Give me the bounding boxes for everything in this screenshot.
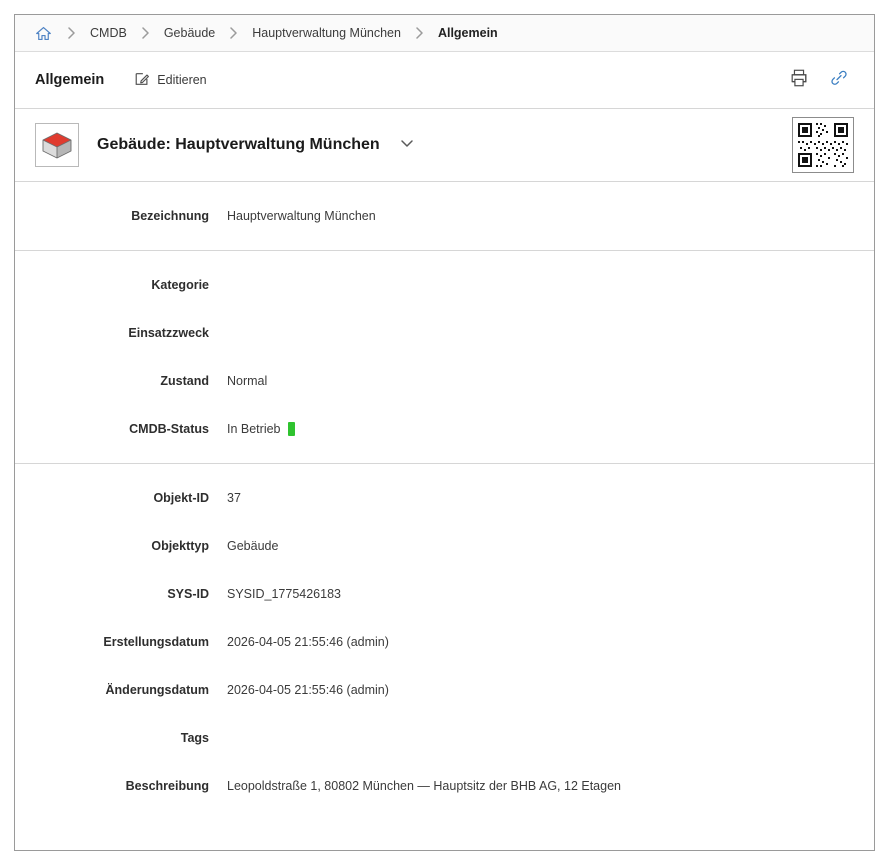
field-value-text: In Betrieb — [227, 422, 281, 436]
field-row-aenderungsdatum — [15, 666, 874, 714]
breadcrumb-item-gebaeude[interactable]: Gebäude — [163, 26, 216, 40]
field-value — [227, 474, 874, 522]
link-chain-icon — [829, 68, 849, 93]
field-label: Erstellungsdatum — [103, 635, 209, 649]
breadcrumb-separator — [219, 27, 248, 39]
detail-body — [15, 182, 874, 850]
edit-button-label: Editieren — [157, 73, 207, 87]
field-value — [227, 405, 874, 453]
group-spacer — [15, 810, 874, 820]
edit-pencil-icon — [134, 71, 150, 90]
field-value-text: Leopoldstraße 1, 80802 München — Hauptsitz der BHB AG, 12 Etagen — [227, 779, 621, 793]
toolbar — [15, 52, 874, 109]
breadcrumb-separator — [131, 27, 160, 39]
detail-group-2 — [15, 251, 874, 464]
breadcrumb-item-cmdb[interactable]: CMDB — [90, 26, 127, 40]
group-spacer — [15, 182, 874, 192]
field-row-erstellungsdatum — [15, 618, 874, 666]
field-value-text: 2026-04-05 21:55:46 (admin) — [227, 683, 389, 697]
field-value-text: 37 — [227, 491, 241, 505]
field-label: Beschreibung — [125, 779, 209, 793]
content-frame — [14, 14, 875, 851]
group-spacer — [15, 453, 874, 463]
field-value — [227, 192, 874, 240]
field-value-text: Gebäude — [227, 539, 279, 553]
field-value — [227, 618, 874, 666]
breadcrumb-item-hauptverwaltung-muenchen[interactable]: Hauptverwaltung München — [252, 26, 401, 40]
group-spacer — [15, 240, 874, 250]
building-cube-icon — [35, 123, 79, 167]
field-value-text: Hauptverwaltung München — [227, 209, 376, 223]
print-button[interactable] — [784, 65, 814, 95]
group-spacer — [15, 251, 874, 261]
field-label: Bezeichnung — [131, 209, 209, 223]
status-badge — [288, 422, 295, 436]
field-label: CMDB-Status — [129, 422, 209, 436]
field-row-objekt-id — [15, 474, 874, 522]
field-row-beschreibung — [15, 762, 874, 810]
chevron-down-icon — [399, 135, 415, 156]
field-value-text: Normal — [227, 374, 268, 388]
tab-allgemein[interactable]: Allgemein — [35, 72, 105, 88]
home-icon[interactable] — [31, 21, 55, 45]
object-menu-toggle[interactable] — [394, 132, 420, 158]
breadcrumb-separator — [405, 27, 434, 39]
field-value — [227, 522, 874, 570]
field-value — [227, 357, 874, 405]
field-label: Objekttyp — [151, 539, 209, 553]
object-header — [15, 109, 874, 182]
field-label: Objekt-ID — [153, 491, 209, 505]
field-value — [227, 666, 874, 714]
field-row-einsatzzweck — [15, 309, 874, 357]
breadcrumb-separator — [57, 27, 86, 39]
edit-button[interactable] — [134, 71, 206, 90]
breadcrumb-item-allgemein[interactable]: Allgemein — [437, 26, 498, 40]
field-label: Einsatzzweck — [128, 326, 209, 340]
field-value-text: SYSID_1775426183 — [227, 587, 341, 601]
detail-group-3 — [15, 464, 874, 820]
field-row-zustand — [15, 357, 874, 405]
field-label: Zustand — [160, 374, 209, 388]
field-label: SYS-ID — [167, 587, 209, 601]
field-row-kategorie — [15, 261, 874, 309]
detail-group-1 — [15, 182, 874, 251]
qr-code-icon — [792, 117, 854, 173]
field-row-objekttyp — [15, 522, 874, 570]
field-value — [227, 762, 874, 810]
field-label: Tags — [180, 731, 209, 745]
group-spacer — [15, 464, 874, 474]
field-row-tags — [15, 714, 874, 762]
field-label: Kategorie — [151, 278, 209, 292]
field-value-text: 2026-04-05 21:55:46 (admin) — [227, 635, 389, 649]
breadcrumb — [15, 15, 874, 52]
field-row-bezeichnung — [15, 192, 874, 240]
copy-link-button[interactable] — [824, 65, 854, 95]
printer-icon — [789, 68, 809, 93]
field-row-cmdb-status — [15, 405, 874, 453]
field-label: Änderungsdatum — [105, 683, 209, 697]
field-value — [227, 570, 874, 618]
object-title: Gebäude: Hauptverwaltung München — [97, 136, 380, 153]
field-row-sys-id — [15, 570, 874, 618]
